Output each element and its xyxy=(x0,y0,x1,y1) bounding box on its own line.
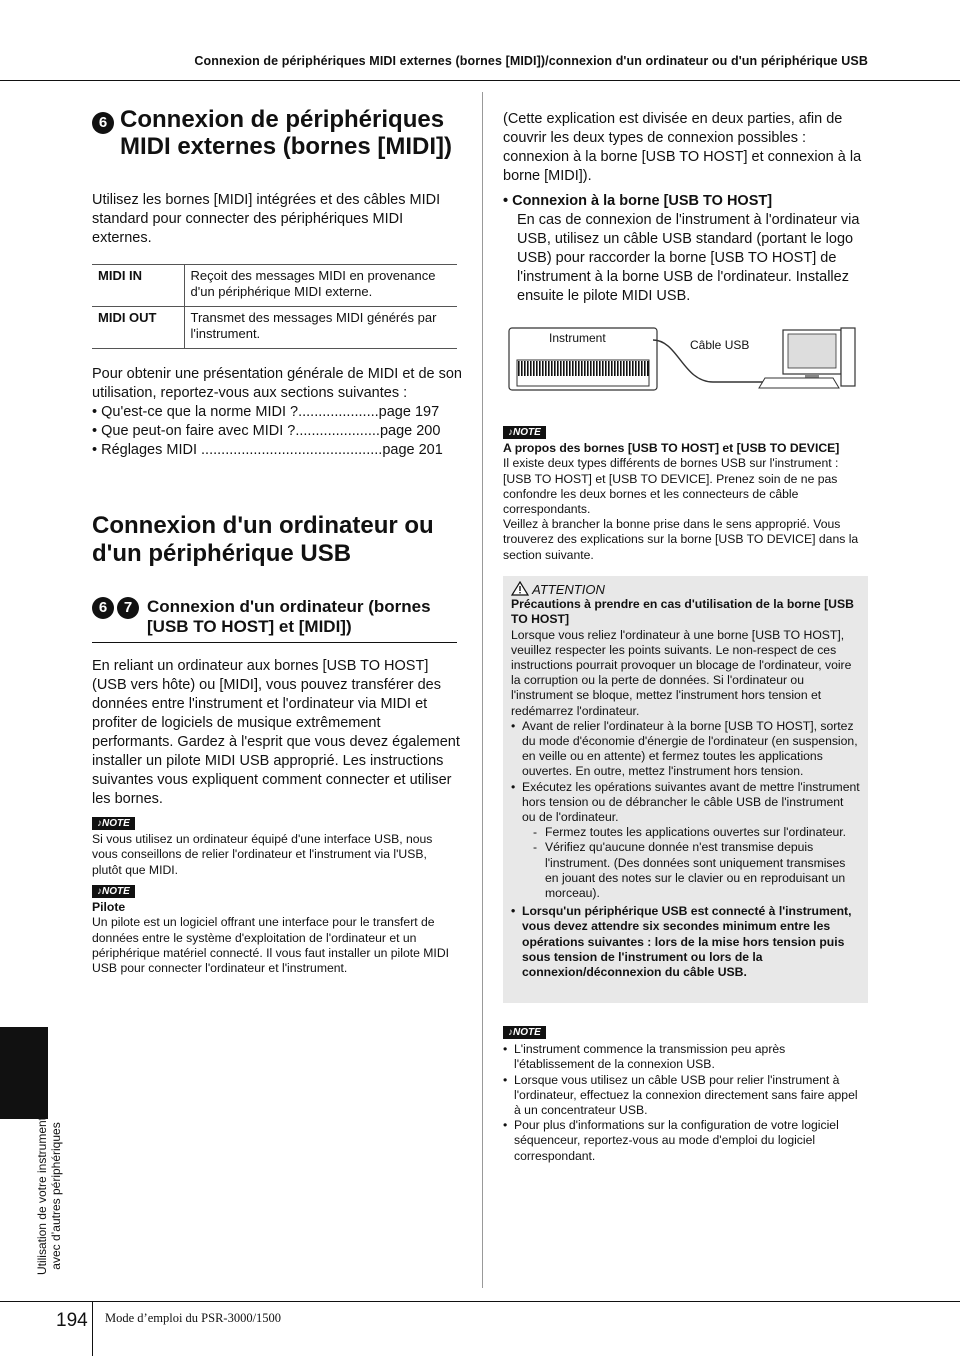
manual-title: Mode d’emploi du PSR-3000/1500 xyxy=(105,1311,282,1325)
note-text: Veillez à brancher la bonne prise dans le sens approprié. Vous trouverez des explications sur la borne [USB TO DEVICE] dans la section suivante. xyxy=(503,517,859,562)
header-rule xyxy=(0,80,960,81)
note-badge: ♪NOTE xyxy=(92,817,135,830)
explanation-intro: (Cette explication est divisée en deux parties, afin de couvrir les deux types de connexion possibles : connexion à la borne [USB TO HOST] et connexion à la borne [MIDI]). xyxy=(503,111,862,184)
section-midi-heading xyxy=(92,106,472,160)
table-row xyxy=(92,307,457,349)
note-block xyxy=(92,883,457,976)
footer-tick xyxy=(92,1301,93,1356)
note-title: A propos des bornes [USB TO HOST] et [USB TO DEVICE] xyxy=(503,441,840,456)
chapter-tab-label: Utilisation de votre instrument avec d’autres périphériques xyxy=(35,1116,63,1276)
step-number-badge: 6 xyxy=(92,112,114,134)
bullet-title: • Connexion à la borne [USB TO HOST] xyxy=(503,193,773,209)
step-number-badge: 6 xyxy=(92,597,114,619)
sub-list-item: - Vérifiez qu'aucune donnée n'est transmise depuis l'instrument. (Des données sont uniquement transmises en jouant des notes sur le clavier ou en reproduisant un morceau). xyxy=(522,840,860,901)
list-item: • Avant de relier l'ordinateur à la borne [USB TO HOST], sortez du mode d'économie d'énergie de l'ordinateur (en suspension, en veille ou en attente) et fermez toutes les applications ouvertes. En outre, mettez l'instrument hors tension. xyxy=(511,719,860,780)
table-desc: Reçoit des messages MIDI en provenance d'un périphérique MIDI externe. xyxy=(184,265,457,307)
list-item: • L'instrument commence la transmission peu après l'établissement de la connexion USB. xyxy=(503,1042,865,1072)
note-text: Si vous utilisez un ordinateur équipé d'une interface USB, nous vous conseillons de relier l'ordinateur et l'instrument via l'USB, plutôt que MIDI. xyxy=(92,832,433,877)
note-badge: ♪NOTE xyxy=(503,1026,546,1039)
list-item: • Lorsque vous utilisez un câble USB pour relier l'instrument à l'ordinateur, effectuez la connexion directement sans faire appel à un concentrateur USB. xyxy=(503,1073,865,1119)
caution-label: ATTENTION xyxy=(532,582,605,597)
cable-label: Câble USB xyxy=(690,338,750,352)
column-divider xyxy=(482,92,483,1288)
footer-rule xyxy=(0,1301,960,1302)
instrument-label: Instrument xyxy=(549,331,606,345)
warning-icon xyxy=(511,581,529,596)
note-list xyxy=(503,1042,865,1164)
note-block xyxy=(503,1024,865,1164)
note-badge: ♪NOTE xyxy=(503,426,546,439)
step-number-badges xyxy=(92,597,139,620)
caution-intro: Lorsque vous reliez l'ordinateur à une borne [USB TO HOST], veuillez respecter les points suivants. Le non-respect de ces instructions pourrait provoquer un blocage de l'ordinateur, voire la corruption ou la perte de données. Si l'ordinateur ou l'instrument se bloque, mettez l'instrument hors tension et redémarrez l'ordinateur. xyxy=(511,627,852,718)
bullet-body: En cas de connexion de l'instrument à l'ordinateur via USB, utilisez un câble USB standard (portant le logo USB) pour raccorder la borne [USB TO HOST] de l'instrument à la borne USB de l'ordinateur. Installez ensuite le pilote MIDI USB. xyxy=(517,212,860,304)
references-intro: Pour obtenir une présentation générale de MIDI et de son utilisation, reportez-vous aux sections suivantes : xyxy=(92,366,462,401)
note-badge: ♪NOTE xyxy=(92,885,135,898)
midi-terminal-table xyxy=(92,264,457,349)
note-block xyxy=(503,424,865,563)
sub-list-item: - Fermez toutes les applications ouvertes sur l'ordinateur. xyxy=(522,825,860,840)
midi-references xyxy=(92,365,462,460)
running-header: Connexion de périphériques MIDI externes (bornes [MIDI])/connexion d'un ordinateur ou d'un périphérique USB xyxy=(194,54,868,68)
caution-box xyxy=(503,576,868,1003)
caution-title: Précautions à prendre en cas d'utilisation de la borne [USB TO HOST] xyxy=(511,597,854,627)
list-item: • Lorsqu'un périphérique USB est connecté à l'instrument, vous devez attendre six secondes minimum entre les opérations suivantes : lors de la mise hors tension puis sous tension de l'instrument ou lors de la connexion/déconnexion du câble USB. xyxy=(511,904,860,980)
subsection-heading xyxy=(92,597,457,643)
note-block xyxy=(92,815,457,878)
page-number: 194 xyxy=(56,1310,88,1331)
usb-body-text: En reliant un ordinateur aux bornes [USB TO HOST] (USB vers hôte) ou [MIDI], vous pouvez transférer des données entre l'instrument et l'ordinateur via MIDI et profiter de logiciels de musique extrêmement performants. Gardez à l'esprit que vous devez également installer un pilote MIDI USB approprié. Les instructions suivantes vous expliquent comment connecter et utiliser les bornes. xyxy=(92,658,460,807)
reference-item: • Réglages MIDI .............................................page 201 xyxy=(92,442,443,458)
table-row xyxy=(92,265,457,307)
table-term: MIDI IN xyxy=(92,265,184,307)
step-number-badge: 7 xyxy=(117,597,139,619)
reference-item: • Qu'est-ce que la norme MIDI ?....................page 197 xyxy=(92,404,440,420)
caution-list xyxy=(511,719,860,980)
table-desc: Transmet des messages MIDI générés par l'instrument. xyxy=(184,307,457,349)
list-item: • Pour plus d'informations sur la configuration de votre logiciel séquenceur, reportez-vous au mode d'emploi du logiciel correspondant. xyxy=(503,1118,865,1164)
reference-item: • Que peut-on faire avec MIDI ?.....................page 200 xyxy=(92,423,441,439)
subsection-title: Connexion d'un ordinateur (bornes [USB TO HOST] et [MIDI]) xyxy=(147,597,431,636)
usb-host-bullet xyxy=(503,192,863,306)
note-text: Un pilote est un logiciel offrant une interface pour le transfert de données entre le système d'exploitation de l'ordinateur et un périphérique matériel connecté. Il vous faut installer un pilote MIDI USB pour connecter l'ordinateur et l'instrument. xyxy=(92,915,450,976)
caution-header xyxy=(511,581,860,597)
connection-diagram xyxy=(503,320,863,400)
table-term: MIDI OUT xyxy=(92,307,184,349)
section-usb-title: Connexion d'un ordinateur ou d'un périphérique USB xyxy=(92,512,434,567)
note-title: Pilote xyxy=(92,900,126,915)
section-midi-intro: Utilisez les bornes [MIDI] intégrées et des câbles MIDI standard pour connecter des périphériques MIDI externes. xyxy=(92,192,441,246)
section-midi-title: Connexion de périphériques MIDI externes (bornes [MIDI]) xyxy=(120,106,453,160)
note-text: Il existe deux types différents de bornes USB sur l'instrument : [USB TO HOST] et [USB TO DEVICE]. Prenez soin de ne pas confondre les deux bornes et les connecteurs de câble correspondants. xyxy=(503,456,839,517)
list-item: • Exécutez les opérations suivantes avant de mettre l'instrument hors tension ou de débrancher le câble USB de l'instrument ou de l'ordinateur. - Fermez toutes les applications ouvertes sur l'ordinateur. - Vérifiez qu'aucune donnée n'est transmise depuis l'instrument. (Des données sont uniquement transmises en jouant des notes sur le clavier ou en reproduisant un morceau). xyxy=(511,780,860,902)
